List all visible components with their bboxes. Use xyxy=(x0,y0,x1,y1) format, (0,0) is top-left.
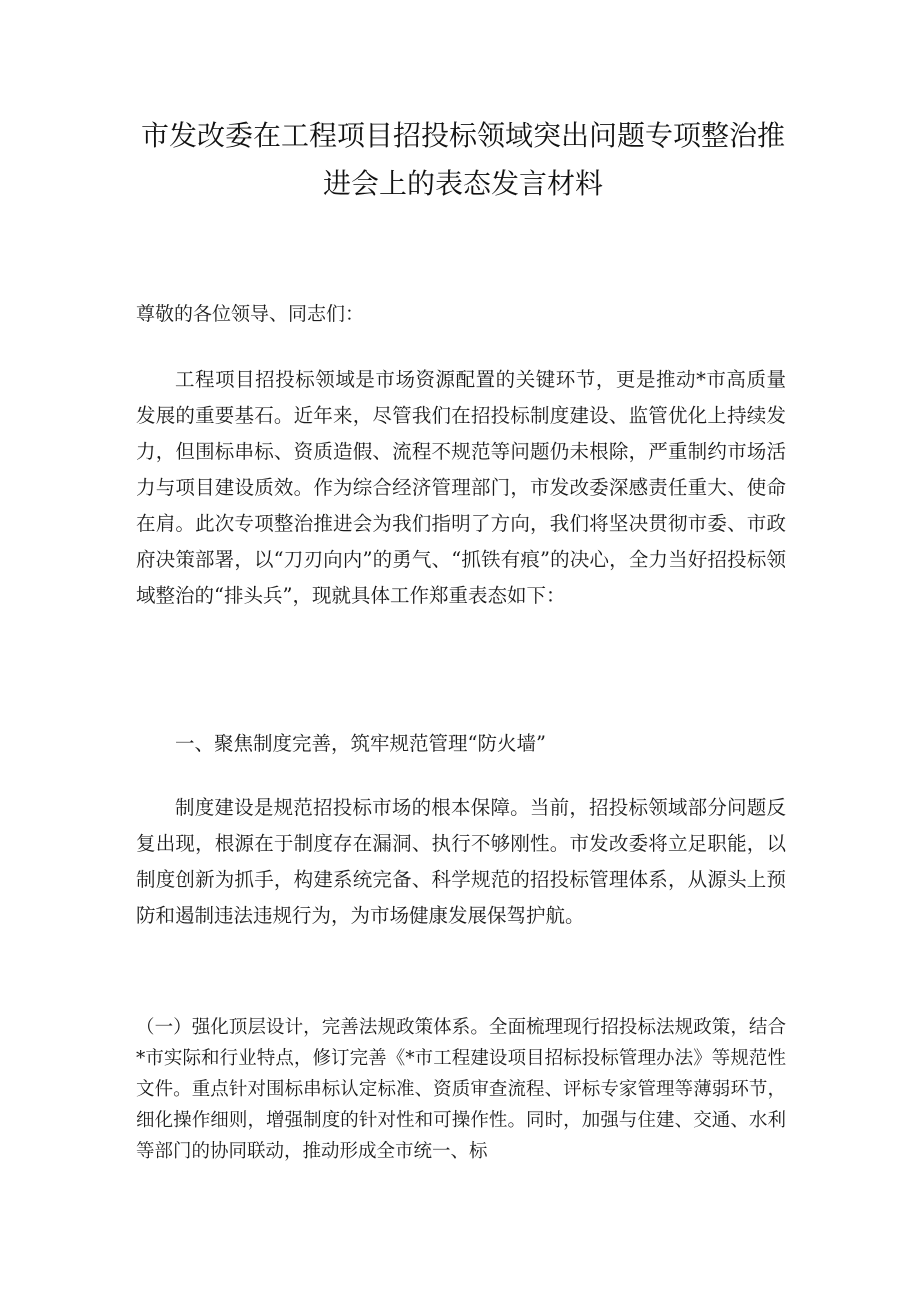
salutation: 尊敬的各位领导、同志们： xyxy=(136,303,365,325)
body-paragraph-3: （一）强化顶层设计，完善法规政策体系。全面梳理现行招投标法规政策，结合*市实际和行业特点，修订完善《*市工程建设项目招标投标管理办法》等规范性文件。重点针对围标串标认定标准、资质审查流程、评标专家管理等薄弱环节，细化操作细则，增强制度的针对性和可操作性。同时，加强与住建、交通、水利等部门的协同联动，推动形成全市统一、标 xyxy=(136,1017,786,1162)
body-paragraph-2: 制度建设是规范招投标市场的根本保障。当前，招投标领域部分问题反复出现，根源在于制度存在漏洞、执行不够刚性。市发改委将立足职能，以制度创新为抓手，构建系统完备、科学规范的招投标管理体系，从源头上预防和遏制违法违规行为，为市场健康发展保驾护航。 xyxy=(136,796,786,927)
body-paragraph-1: 工程项目招投标领域是市场资源配置的关键环节，更是推动*市高质量发展的重要基石。近年来，尽管我们在招投标制度建设、监管优化上持续发力，但围标串标、资质造假、流程不规范等问题仍未根除，严重制约市场活力与项目建设质效。作为综合经济管理部门，市发改委深感责任重大、使命在肩。此次专项整治推进会为我们指明了方向，我们将坚决贯彻市委、市政府决策部署，以“刀刃向内”的勇气、“抓铁有痕”的决心，全力当好招投标领域整治的“排头兵”，现就具体工作郑重表态如下： xyxy=(136,368,786,607)
section-heading-1: 一、聚焦制度完善，筑牢规范管理“防火墙” xyxy=(175,732,546,755)
document-title: 市发改委在工程项目招投标领域突出问题专项整治推进会上的表态发言材料 xyxy=(140,119,785,200)
